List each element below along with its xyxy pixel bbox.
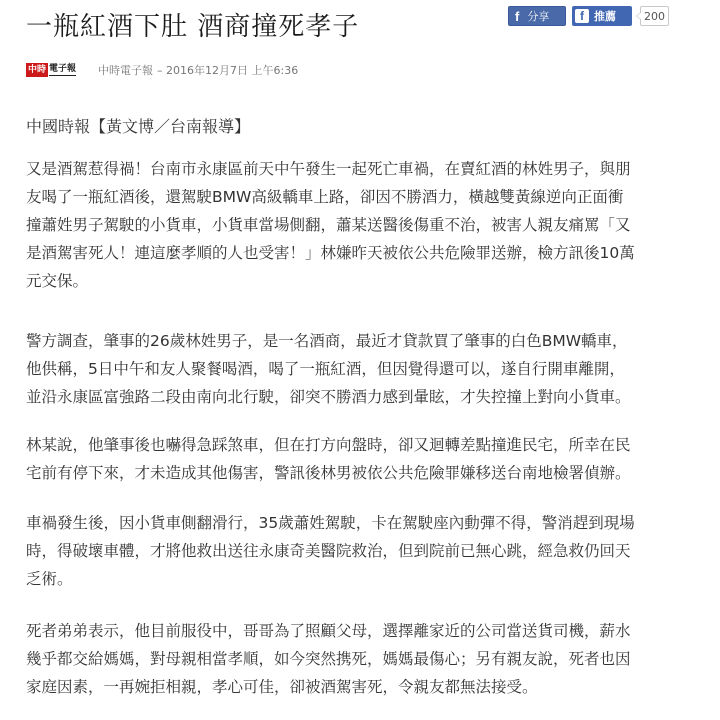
paragraph-line: 幾乎都交給媽媽，對母親相當孝順，如今突然携死，媽媽最傷心；另有親友說，死者也因 — [26, 650, 631, 668]
share-label: 分享 — [527, 10, 550, 23]
publish-date: – 2016年12月7日 上午6:36 — [157, 64, 299, 77]
facebook-icon: f — [515, 8, 520, 24]
paragraph-1 — [26, 155, 706, 295]
source-logo — [26, 62, 76, 78]
paragraph-line: 並沿永康區富強路二段由南向北行駛，卻突不勝酒力感到暈眩，才失控撞上對向小貨車。 — [26, 388, 631, 406]
logo-black-part: 電子報 — [49, 64, 77, 74]
paragraph-line: 宅前有停下來，才未造成其他傷害，警訊後林男被依公共危險罪嫌移送台南地檢署偵辦。 — [26, 464, 631, 482]
facebook-logo-icon: f — [575, 9, 589, 23]
paragraph-2 — [26, 327, 706, 411]
paragraph-line: 他供稱，5日中午和友人聚餐喝酒，喝了一瓶紅酒，但因覺得還可以，遂自行開車離開， — [26, 360, 625, 378]
paragraph-line: 時，得破壞車體，才將他救出送往永康奇美醫院救治，但到院前已無心跳，經急救仍回天 — [26, 542, 631, 560]
facebook-like-button[interactable] — [572, 6, 632, 26]
paragraph-line: 又是酒駕惹得禍！台南市永康區前天中午發生一起死亡車禍，在賣紅酒的林姓男子，與朋 — [26, 160, 631, 178]
paragraph-line: 車禍發生後，因小貨車側翻滑行，35歲蕭姓駕駛，卡在駕駛座內動彈不得，警消趕到現場 — [26, 514, 635, 532]
source-name[interactable]: 中時電子報 — [98, 64, 154, 77]
paragraph-4 — [26, 509, 706, 593]
paragraph-line: 是酒駕害死人！連這麼孝順的人也受害！」林嫌昨天被依公共危險罪送辦，檢方訊後10萬 — [26, 244, 635, 262]
paragraph-line: 乏術。 — [26, 570, 73, 588]
logo-red-part: 中時 — [28, 65, 47, 75]
paragraph-line: 警方調查，肇事的26歲林姓男子，是一名酒商，最近才貸款買了肇事的白色BMW轎車， — [26, 332, 628, 350]
facebook-share-button[interactable] — [508, 6, 566, 26]
article-meta — [26, 62, 298, 78]
social-share-bar — [508, 6, 669, 26]
paragraph-5 — [26, 617, 706, 701]
paragraph-line: 家庭因素，一再婉拒相親，孝心可佳，卻被酒駕害死，令親友都無法接受。 — [26, 678, 538, 696]
paragraph-line: 友喝了一瓶紅酒後，還駕駛BMW高級轎車上路，卻因不勝酒力，橫越雙黃線逆向正面衝 — [26, 188, 624, 206]
paragraph-line: 死者弟弟表示，他目前服役中，哥哥為了照顧父母，選擇離家近的公司當送貨司機，薪水 — [26, 622, 631, 640]
byline: 中國時報【黃文博／台南報導】 — [26, 117, 251, 136]
paragraph-line: 撞蕭姓男子駕駛的小貨車，小貨車當場側翻，蕭某送醫後傷重不治，被害人親友痛罵「又 — [26, 216, 631, 234]
like-count-bubble: 200 — [640, 6, 669, 26]
like-label: 推薦 — [594, 10, 616, 23]
paragraph-line: 元交保。 — [26, 272, 89, 290]
article-title: 一瓶紅酒下肚 酒商撞死孝子 — [26, 12, 360, 42]
paragraph-3 — [26, 431, 706, 487]
paragraph-line: 林某說，他肇事後也嚇得急踩煞車，但在打方向盤時，卻又迴轉差點撞進民宅，所幸在民 — [26, 436, 631, 454]
